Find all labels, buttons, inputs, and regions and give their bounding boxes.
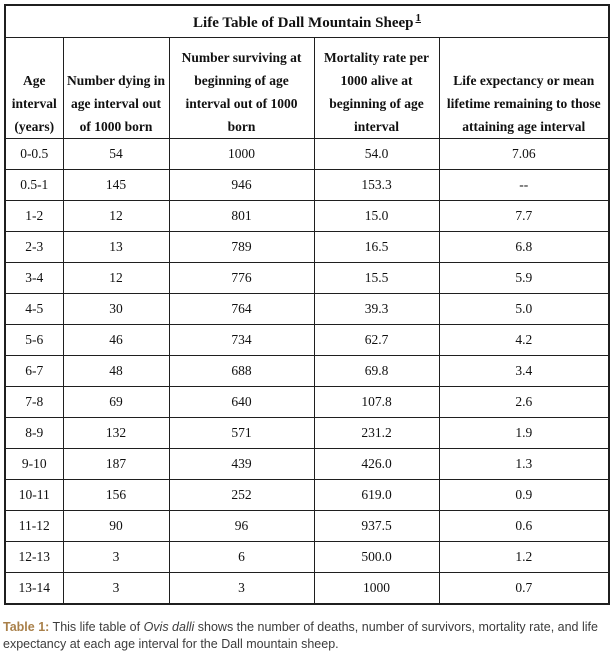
value-cell: 145 <box>63 170 169 201</box>
value-cell: 62.7 <box>314 325 439 356</box>
value-cell: 2.6 <box>439 387 609 418</box>
value-cell: 937.5 <box>314 511 439 542</box>
age-interval-cell: 13-14 <box>5 573 63 605</box>
age-interval-cell: 4-5 <box>5 294 63 325</box>
value-cell: 3 <box>63 542 169 573</box>
value-cell: -- <box>439 170 609 201</box>
value-cell: 764 <box>169 294 314 325</box>
age-interval-cell: 0.5-1 <box>5 170 63 201</box>
value-cell: 6.8 <box>439 232 609 263</box>
value-cell: 132 <box>63 418 169 449</box>
header-row <box>5 38 609 139</box>
column-header-number-surviving: Number surviving at beginning of age interval out of 1000 born <box>169 38 314 139</box>
value-cell: 15.0 <box>314 201 439 232</box>
column-header-life-expectancy: Life expectancy or mean lifetime remaining to those attaining age interval <box>439 38 609 139</box>
age-interval-cell: 12-13 <box>5 542 63 573</box>
table-row <box>5 294 609 325</box>
value-cell: 4.2 <box>439 325 609 356</box>
age-interval-cell: 6-7 <box>5 356 63 387</box>
value-cell: 6 <box>169 542 314 573</box>
table-row <box>5 449 609 480</box>
table-row <box>5 170 609 201</box>
value-cell: 96 <box>169 511 314 542</box>
age-interval-cell: 9-10 <box>5 449 63 480</box>
table-row <box>5 511 609 542</box>
column-header-age-interval: Age interval (years) <box>5 38 63 139</box>
table-row <box>5 201 609 232</box>
value-cell: 7.7 <box>439 201 609 232</box>
life-table <box>4 4 610 605</box>
table-row <box>5 387 609 418</box>
caption-text-before: This life table of <box>49 619 144 634</box>
table-row <box>5 263 609 294</box>
value-cell: 500.0 <box>314 542 439 573</box>
table-title-cell <box>5 5 609 38</box>
value-cell: 54.0 <box>314 139 439 170</box>
value-cell: 619.0 <box>314 480 439 511</box>
value-cell: 69 <box>63 387 169 418</box>
table-row <box>5 480 609 511</box>
value-cell: 640 <box>169 387 314 418</box>
table-row <box>5 573 609 605</box>
value-cell: 69.8 <box>314 356 439 387</box>
table-row <box>5 232 609 263</box>
column-header-mortality-rate: Mortality rate per 1000 alive at beginning of age interval <box>314 38 439 139</box>
value-cell: 48 <box>63 356 169 387</box>
value-cell: 12 <box>63 201 169 232</box>
age-interval-cell: 11-12 <box>5 511 63 542</box>
value-cell: 3.4 <box>439 356 609 387</box>
value-cell: 1.9 <box>439 418 609 449</box>
age-interval-cell: 10-11 <box>5 480 63 511</box>
value-cell: 3 <box>169 573 314 605</box>
table-row <box>5 542 609 573</box>
age-interval-cell: 0-0.5 <box>5 139 63 170</box>
value-cell: 426.0 <box>314 449 439 480</box>
value-cell: 0.9 <box>439 480 609 511</box>
value-cell: 5.9 <box>439 263 609 294</box>
value-cell: 946 <box>169 170 314 201</box>
value-cell: 1000 <box>314 573 439 605</box>
value-cell: 13 <box>63 232 169 263</box>
value-cell: 90 <box>63 511 169 542</box>
table-row <box>5 325 609 356</box>
table-row <box>5 356 609 387</box>
value-cell: 39.3 <box>314 294 439 325</box>
table-caption <box>3 619 605 653</box>
age-interval-cell: 3-4 <box>5 263 63 294</box>
value-cell: 46 <box>63 325 169 356</box>
caption-text-after: shows the number of deaths, number of survivors, mortality rate, and life expectancy at each age interval for the Dall mountain sheep. <box>3 619 598 651</box>
value-cell: 571 <box>169 418 314 449</box>
value-cell: 734 <box>169 325 314 356</box>
value-cell: 107.8 <box>314 387 439 418</box>
value-cell: 30 <box>63 294 169 325</box>
title-row <box>5 5 609 38</box>
value-cell: 153.3 <box>314 170 439 201</box>
age-interval-cell: 7-8 <box>5 387 63 418</box>
value-cell: 439 <box>169 449 314 480</box>
value-cell: 0.6 <box>439 511 609 542</box>
value-cell: 187 <box>63 449 169 480</box>
value-cell: 801 <box>169 201 314 232</box>
caption-label: Table 1: <box>3 619 50 634</box>
value-cell: 231.2 <box>314 418 439 449</box>
age-interval-cell: 8-9 <box>5 418 63 449</box>
value-cell: 0.7 <box>439 573 609 605</box>
age-interval-cell: 2-3 <box>5 232 63 263</box>
value-cell: 252 <box>169 480 314 511</box>
value-cell: 1.2 <box>439 542 609 573</box>
value-cell: 12 <box>63 263 169 294</box>
table-body <box>5 139 609 605</box>
age-interval-cell: 5-6 <box>5 325 63 356</box>
value-cell: 54 <box>63 139 169 170</box>
value-cell: 5.0 <box>439 294 609 325</box>
caption-species-name: Ovis dalli <box>143 619 195 634</box>
age-interval-cell: 1-2 <box>5 201 63 232</box>
table-row <box>5 418 609 449</box>
value-cell: 789 <box>169 232 314 263</box>
value-cell: 15.5 <box>314 263 439 294</box>
table-row <box>5 139 609 170</box>
footnote-ref-link[interactable]: 1 <box>415 11 421 24</box>
value-cell: 16.5 <box>314 232 439 263</box>
value-cell: 7.06 <box>439 139 609 170</box>
column-header-number-dying: Number dying in age interval out of 1000 born <box>63 38 169 139</box>
value-cell: 1000 <box>169 139 314 170</box>
value-cell: 156 <box>63 480 169 511</box>
value-cell: 3 <box>63 573 169 605</box>
value-cell: 776 <box>169 263 314 294</box>
value-cell: 688 <box>169 356 314 387</box>
table-title: Life Table of Dall Mountain Sheep <box>193 14 414 31</box>
value-cell: 1.3 <box>439 449 609 480</box>
